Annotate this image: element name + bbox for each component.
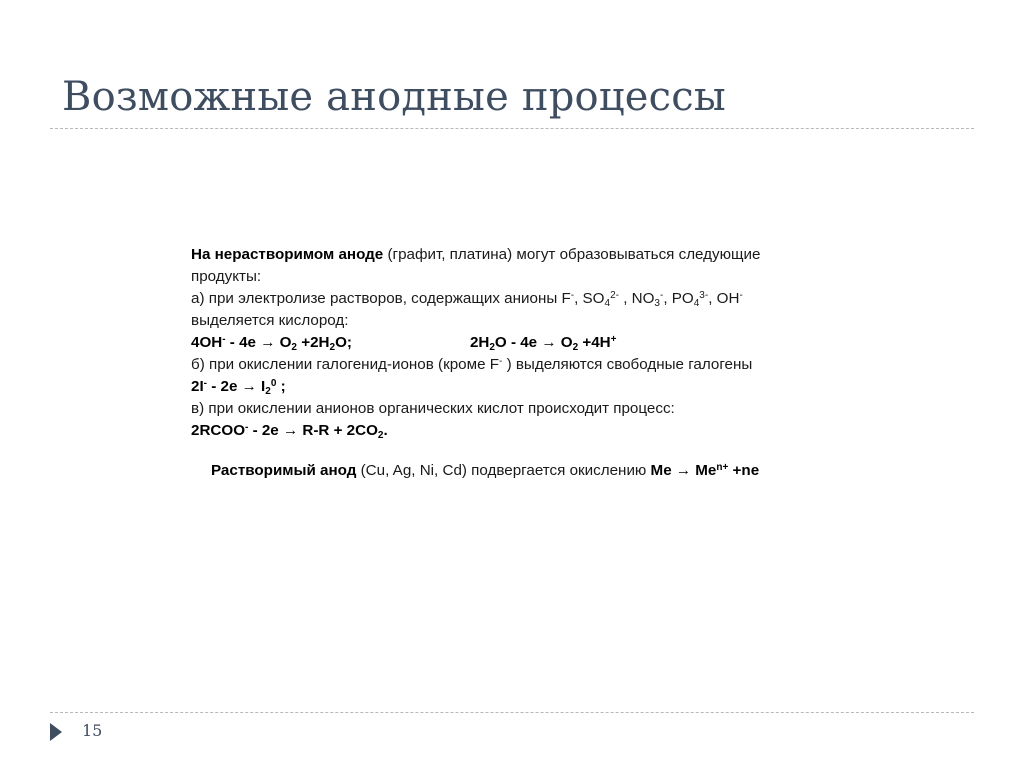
formula: OH xyxy=(716,290,740,307)
equation-line xyxy=(191,332,901,354)
slide-content xyxy=(191,244,901,482)
charge: - xyxy=(570,290,575,301)
formula: - 4e → O xyxy=(225,334,292,351)
text-line xyxy=(191,244,901,266)
page-number: 15 xyxy=(82,721,103,740)
charge: - xyxy=(245,422,249,433)
text-span: б) при окислении галогенид-ионов (кроме F xyxy=(191,356,500,373)
subscript: 2 xyxy=(572,342,579,353)
text-line xyxy=(191,354,901,376)
formula: SO xyxy=(582,290,605,307)
formula: +ne xyxy=(728,462,760,479)
charge: 3- xyxy=(699,290,709,301)
subscript: 2 xyxy=(377,430,384,441)
formula: 2H xyxy=(469,334,490,351)
formula: 4OH xyxy=(191,334,223,351)
subscript: 4 xyxy=(693,298,700,309)
subscript: 4 xyxy=(604,298,611,309)
text-span: а) при электролизе растворов, содержащих анионы F xyxy=(191,290,571,307)
spacer xyxy=(191,442,901,460)
charge: + xyxy=(610,334,617,345)
footer-divider xyxy=(50,712,974,713)
subscript: 2 xyxy=(329,342,336,353)
formula: NO xyxy=(631,290,655,307)
charge: - xyxy=(659,290,664,301)
play-arrow-icon xyxy=(50,723,62,741)
title-divider xyxy=(50,128,974,129)
equation xyxy=(191,334,352,351)
formula: ; xyxy=(276,378,286,395)
formula: 2I xyxy=(191,378,204,395)
charge: - xyxy=(499,356,503,367)
text-line: в) при окислении анионов органических кислот происходит процесс: xyxy=(191,400,675,417)
formula: PO xyxy=(671,290,694,307)
text-span: ) выделяются свободные галогены xyxy=(502,356,753,373)
equation xyxy=(191,378,286,395)
equation xyxy=(470,332,617,354)
text-line xyxy=(191,460,901,482)
formula: +2H xyxy=(296,334,330,351)
equation xyxy=(651,462,760,479)
charge: - xyxy=(739,290,743,301)
slide-title: Возможные анодные процессы xyxy=(62,74,726,120)
formula: Me → Me xyxy=(650,462,717,479)
text-span: (графит, платина) могут образовываться следующие xyxy=(383,246,761,263)
formula: - 2e → R-R + 2CO xyxy=(248,422,378,439)
text-line: выделяется кислород: xyxy=(191,312,349,329)
formula: +4H xyxy=(578,334,611,351)
text-line: а) при электролизе растворов, содержащих анионы F-, $SO_4^{2-}$ , $NO_3^-$, $PO_4^{3-}$, OH- xyxy=(191,290,743,309)
subscript: 2 xyxy=(265,386,271,397)
formula: . xyxy=(383,422,388,439)
bold-phrase: Растворимый анод xyxy=(211,462,357,479)
formula: 2RCOO xyxy=(191,422,246,439)
text-span: (Cu, Ag, Ni, Cd) подвергается окислению xyxy=(356,462,651,479)
charge: - xyxy=(203,378,208,389)
charge: 0 xyxy=(270,378,277,389)
formula: O; xyxy=(335,334,352,351)
subscript: 2 xyxy=(489,342,495,353)
text-line: продукты: xyxy=(191,268,262,285)
equation-line xyxy=(191,420,901,442)
equation xyxy=(191,422,388,439)
charge: 2- xyxy=(610,290,619,301)
charge: - xyxy=(222,334,226,345)
formula: - 2e → I xyxy=(207,378,266,395)
bold-phrase: На нерастворимом аноде xyxy=(191,246,384,263)
charge: n+ xyxy=(716,462,729,473)
equation-line xyxy=(191,376,901,398)
formula: O - 4e → O xyxy=(494,334,573,351)
subscript: 2 xyxy=(291,342,297,353)
subscript: 3 xyxy=(654,298,660,309)
